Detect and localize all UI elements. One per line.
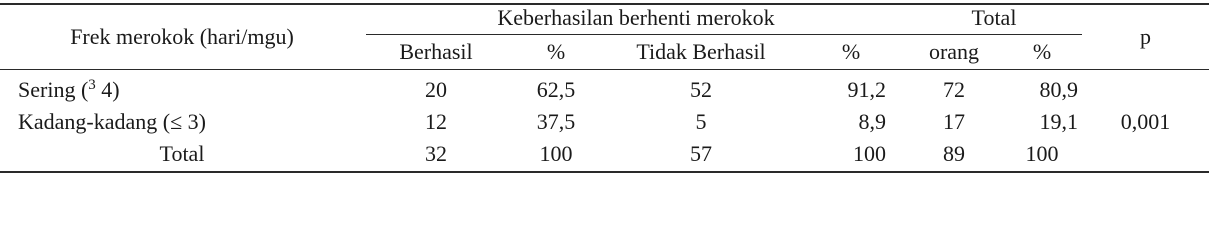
group-header-rule [366,34,1082,35]
table-cell: 62,5 [536,77,576,102]
col-header-pct-2: % [841,39,861,64]
table-cell: 72 [943,77,965,102]
table-cell: 32 [425,141,447,166]
total-group-header: Total [971,5,1017,30]
p-header: p [1140,24,1151,49]
table-cell: 37,5 [536,109,576,134]
col-header-orang: orang [928,39,980,64]
col-header-pct-3: % [1032,39,1052,64]
table-cell: 100 [539,141,573,166]
table-cell: 52 [690,77,712,102]
table-bottom-rule [0,171,1209,173]
success-group-header: Keberhasilan berhenti merokok [497,5,775,30]
header-bottom-rule [0,69,1209,70]
row-label-sering: Sering ($^3$ 4) [18,77,120,102]
table-cell: 19,1 [1039,109,1078,134]
table-cell: 20 [425,77,447,102]
table-cell: 17 [943,109,965,134]
row-label-total: Total [159,141,205,166]
table-cell: 57 [690,141,712,166]
table-cell: 80,9 [1039,77,1078,102]
row-label-header: Frek merokok (hari/mgu) [70,24,294,49]
col-header-pct-1: % [546,39,566,64]
table-cell: 89 [943,141,965,166]
table-cell: 100 [853,141,886,166]
table-cell: 91,2 [847,77,886,102]
row-label-kadang: Kadang-kadang (≤ 3) [18,109,206,134]
table-cell: 5 [695,109,707,134]
col-header-berhasil: Berhasil [399,39,473,64]
table-cell: 100 [1025,141,1059,166]
table-cell: 8,9 [858,109,886,134]
p-value: 0,001 [1120,109,1171,134]
table-cell: 12 [425,109,447,134]
col-header-tidak-berhasil: Tidak Berhasil [636,39,766,64]
